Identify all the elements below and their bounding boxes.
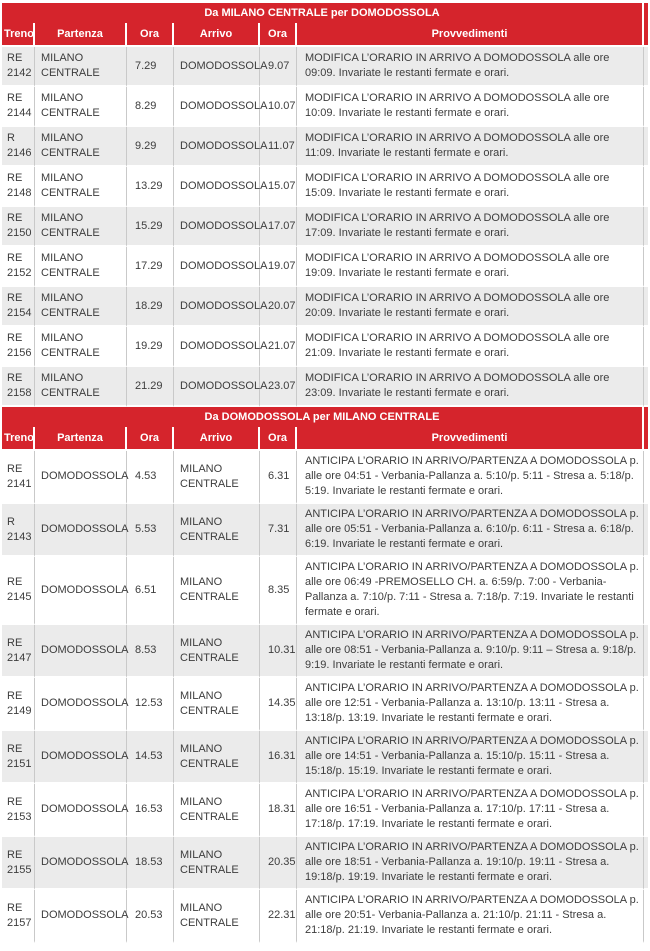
arrival-station-cell: MILANO CENTRALE [174, 504, 260, 557]
train-code-cell: RE 2145 [2, 557, 35, 625]
arrival-time-cell: 17.07 [260, 207, 297, 247]
column-header-ora-arrivo: Ora [260, 427, 297, 451]
train-code-cell: RE 2150 [2, 207, 35, 247]
train-row [2, 557, 648, 625]
cutoff-edge-cell [644, 625, 648, 678]
provisions-cell: MODIFICA L’ORARIO IN ARRIVO A DOMODOSSOLA alle ore 20:09. Invariate le restanti fermate e orari. [297, 287, 644, 327]
arrival-station-cell: MILANO CENTRALE [174, 837, 260, 890]
train-row [2, 451, 648, 504]
departure-station-cell: MILANO CENTRALE [35, 47, 127, 87]
arrival-time-cell: 21.07 [260, 327, 297, 367]
departure-time-cell: 6.51 [127, 557, 174, 625]
column-header-ora-partenza: Ora [127, 427, 174, 451]
train-row [2, 731, 648, 784]
departure-time-cell: 19.29 [127, 327, 174, 367]
provisions-cell: ANTICIPA L’ORARIO IN ARRIVO/PARTENZA A DOMODOSSOLA p. alle ore 04:51 - Verbania-Pallanza a. 5:10/p. 5:11 - Stresa a. 5:18/p. 5:19. Invariate le restanti fermate e orari. [297, 451, 644, 504]
train-code-cell: RE 2151 [2, 731, 35, 784]
cutoff-edge-cell [644, 247, 648, 287]
arrival-station-cell: MILANO CENTRALE [174, 731, 260, 784]
provisions-cell: MODIFICA L’ORARIO IN ARRIVO A DOMODOSSOLA alle ore 21:09. Invariate le restanti fermate e orari. [297, 327, 644, 367]
provisions-cell: MODIFICA L’ORARIO IN ARRIVO A DOMODOSSOLA alle ore 09:09. Invariate le restanti fermate e orari. [297, 47, 644, 87]
departure-station-cell: DOMODOSSOLA [35, 837, 127, 890]
cutoff-edge-cell [644, 837, 648, 890]
section-title-row [2, 407, 648, 427]
train-row [2, 890, 648, 943]
train-row [2, 247, 648, 287]
arrival-time-cell: 19.07 [260, 247, 297, 287]
departure-station-cell: MILANO CENTRALE [35, 287, 127, 327]
column-header-partenza: Partenza [35, 427, 127, 451]
departure-station-cell: DOMODOSSOLA [35, 678, 127, 731]
train-code-cell: R 2146 [2, 127, 35, 167]
column-header-ora-arrivo: Ora [260, 23, 297, 47]
column-header-provvedimenti: Provvedimenti [297, 427, 644, 451]
departure-station-cell: MILANO CENTRALE [35, 367, 127, 407]
arrival-station-cell: DOMODOSSOLA [174, 47, 260, 87]
cutoff-edge-cell [644, 47, 648, 87]
arrival-time-cell: 18.31 [260, 784, 297, 837]
arrival-station-cell: DOMODOSSOLA [174, 207, 260, 247]
arrival-station-cell: DOMODOSSOLA [174, 367, 260, 407]
column-header-provvedimenti: Provvedimenti [297, 23, 644, 47]
arrival-time-cell: 10.31 [260, 625, 297, 678]
provisions-cell: MODIFICA L’ORARIO IN ARRIVO A DOMODOSSOLA alle ore 23:09. Invariate le restanti fermate e orari. [297, 367, 644, 407]
cutoff-edge-cell [644, 167, 648, 207]
departure-time-cell: 21.29 [127, 367, 174, 407]
departure-time-cell: 14.53 [127, 731, 174, 784]
train-row [2, 287, 648, 327]
train-code-cell: RE 2149 [2, 678, 35, 731]
cutoff-edge-cell [644, 557, 648, 625]
train-code-cell: RE 2142 [2, 47, 35, 87]
arrival-time-cell: 15.07 [260, 167, 297, 207]
train-row [2, 504, 648, 557]
provisions-cell: MODIFICA L’ORARIO IN ARRIVO A DOMODOSSOLA alle ore 17:09. Invariate le restanti fermate e orari. [297, 207, 644, 247]
cutoff-edge-cell [644, 127, 648, 167]
arrival-time-cell: 10.07 [260, 87, 297, 127]
section-title-row [2, 3, 648, 23]
departure-station-cell: DOMODOSSOLA [35, 784, 127, 837]
column-header-ora-partenza: Ora [127, 23, 174, 47]
arrival-time-cell: 16.31 [260, 731, 297, 784]
arrival-station-cell: MILANO CENTRALE [174, 625, 260, 678]
departure-time-cell: 8.29 [127, 87, 174, 127]
cutoff-edge-cell [644, 207, 648, 247]
departure-station-cell: DOMODOSSOLA [35, 557, 127, 625]
departure-time-cell: 15.29 [127, 207, 174, 247]
section-title: Da MILANO CENTRALE per DOMODOSSOLA [2, 3, 644, 23]
train-code-cell: RE 2157 [2, 890, 35, 943]
train-row [2, 625, 648, 678]
arrival-station-cell: MILANO CENTRALE [174, 557, 260, 625]
departure-time-cell: 5.53 [127, 504, 174, 557]
arrival-station-cell: DOMODOSSOLA [174, 87, 260, 127]
column-header-treno: Treno [2, 23, 35, 47]
train-code-cell: RE 2154 [2, 287, 35, 327]
provisions-cell: ANTICIPA L’ORARIO IN ARRIVO/PARTENZA A DOMODOSSOLA p. alle ore 12:51 - Verbania-Pallanza a. 13:10/p. 13:11 - Stresa a. 13:18/p. 13:19. Invariate le restanti fermate e orari. [297, 678, 644, 731]
departure-time-cell: 17.29 [127, 247, 174, 287]
departure-time-cell: 20.53 [127, 890, 174, 943]
arrival-time-cell: 6.31 [260, 451, 297, 504]
arrival-time-cell: 7.31 [260, 504, 297, 557]
arrival-station-cell: MILANO CENTRALE [174, 451, 260, 504]
departure-station-cell: DOMODOSSOLA [35, 731, 127, 784]
provisions-cell: ANTICIPA L’ORARIO IN ARRIVO/PARTENZA A DOMODOSSOLA p. alle ore 20:51- Verbania-Pallanza a. 21:10/p. 21:11 - Stresa a. 21:18/p. 21:19. Invariate le restanti fermate e orari. [297, 890, 644, 943]
departure-station-cell: MILANO CENTRALE [35, 87, 127, 127]
departure-time-cell: 16.53 [127, 784, 174, 837]
train-schedule-table [2, 3, 648, 943]
column-header-partenza: Partenza [35, 23, 127, 47]
provisions-cell: MODIFICA L’ORARIO IN ARRIVO A DOMODOSSOLA alle ore 11:09. Invariate le restanti fermate e orari. [297, 127, 644, 167]
departure-station-cell: MILANO CENTRALE [35, 247, 127, 287]
train-row [2, 127, 648, 167]
provisions-cell: ANTICIPA L’ORARIO IN ARRIVO/PARTENZA A DOMODOSSOLA p. alle ore 18:51 - Verbania-Pallanza a. 19:10/p. 19:11 - Stresa a. 19:18/p. 19:19. Invariate le restanti fermate e orari. [297, 837, 644, 890]
train-code-cell: R 2143 [2, 504, 35, 557]
arrival-time-cell: 20.07 [260, 287, 297, 327]
departure-station-cell: DOMODOSSOLA [35, 451, 127, 504]
provisions-cell: ANTICIPA L’ORARIO IN ARRIVO/PARTENZA A DOMODOSSOLA p. alle ore 05:51 - Verbania-Pallanza a. 6:10/p. 6:11 - Stresa a. 6:18/p. 6:19. Invariate le restanti fermate e orari. [297, 504, 644, 557]
cutoff-edge-cell [644, 890, 648, 943]
provisions-cell: ANTICIPA L’ORARIO IN ARRIVO/PARTENZA A DOMODOSSOLA p. alle ore 06:49 -PREMOSELLO CH. a. 6:59/p. 7:00 - Verbania-Pallanza a. 7:10/p. 7:11 - Stresa a. 7:18/p. 7:19. Invariate le restanti fermate e orari. [297, 557, 644, 625]
departure-time-cell: 18.53 [127, 837, 174, 890]
departure-time-cell: 4.53 [127, 451, 174, 504]
cutoff-edge-cell [644, 367, 648, 407]
arrival-station-cell: MILANO CENTRALE [174, 784, 260, 837]
arrival-station-cell: MILANO CENTRALE [174, 890, 260, 943]
provisions-cell: ANTICIPA L’ORARIO IN ARRIVO/PARTENZA A DOMODOSSOLA p. alle ore 08:51 - Verbania-Pallanza a. 9:10/p. 9:11 – Stresa a. 9:18/p. 9:19. Invariate le restanti fermate e orari. [297, 625, 644, 678]
arrival-station-cell: DOMODOSSOLA [174, 127, 260, 167]
arrival-station-cell: DOMODOSSOLA [174, 287, 260, 327]
cutoff-edge-cell [644, 23, 648, 47]
cutoff-edge-cell [644, 427, 648, 451]
departure-station-cell: DOMODOSSOLA [35, 890, 127, 943]
departure-time-cell: 12.53 [127, 678, 174, 731]
column-header-treno: Treno [2, 427, 35, 451]
arrival-station-cell: DOMODOSSOLA [174, 247, 260, 287]
arrival-station-cell: MILANO CENTRALE [174, 678, 260, 731]
departure-time-cell: 7.29 [127, 47, 174, 87]
cutoff-edge-cell [644, 87, 648, 127]
departure-station-cell: DOMODOSSOLA [35, 625, 127, 678]
arrival-station-cell: DOMODOSSOLA [174, 167, 260, 207]
schedule-body [2, 3, 648, 943]
train-row [2, 167, 648, 207]
cutoff-edge-cell [644, 3, 648, 23]
train-code-cell: RE 2158 [2, 367, 35, 407]
provisions-cell: MODIFICA L’ORARIO IN ARRIVO A DOMODOSSOLA alle ore 10:09. Invariate le restanti fermate e orari. [297, 87, 644, 127]
train-code-cell: RE 2148 [2, 167, 35, 207]
column-header-row [2, 427, 648, 451]
departure-time-cell: 9.29 [127, 127, 174, 167]
train-row [2, 327, 648, 367]
train-code-cell: RE 2153 [2, 784, 35, 837]
cutoff-edge-cell [644, 504, 648, 557]
train-code-cell: RE 2141 [2, 451, 35, 504]
departure-station-cell: DOMODOSSOLA [35, 504, 127, 557]
train-code-cell: RE 2144 [2, 87, 35, 127]
column-header-arrivo: Arrivo [174, 427, 260, 451]
arrival-time-cell: 8.35 [260, 557, 297, 625]
provisions-cell: ANTICIPA L’ORARIO IN ARRIVO/PARTENZA A DOMODOSSOLA p. alle ore 14:51 - Verbania-Pallanza a. 15:10/p. 15:11 - Stresa a. 15:18/p. 15:19. Invariate le restanti fermate e orari. [297, 731, 644, 784]
departure-time-cell: 13.29 [127, 167, 174, 207]
cutoff-edge-cell [644, 784, 648, 837]
train-row [2, 678, 648, 731]
column-header-arrivo: Arrivo [174, 23, 260, 47]
arrival-time-cell: 11.07 [260, 127, 297, 167]
cutoff-edge-cell [644, 731, 648, 784]
train-code-cell: RE 2156 [2, 327, 35, 367]
provisions-cell: MODIFICA L’ORARIO IN ARRIVO A DOMODOSSOLA alle ore 19:09. Invariate le restanti fermate e orari. [297, 247, 644, 287]
cutoff-edge-cell [644, 451, 648, 504]
train-row [2, 784, 648, 837]
arrival-time-cell: 9.07 [260, 47, 297, 87]
arrival-time-cell: 20.35 [260, 837, 297, 890]
train-code-cell: RE 2147 [2, 625, 35, 678]
cutoff-edge-cell [644, 327, 648, 367]
arrival-time-cell: 23.07 [260, 367, 297, 407]
section-title: Da DOMODOSSOLA per MILANO CENTRALE [2, 407, 644, 427]
cutoff-edge-cell [644, 407, 648, 427]
departure-station-cell: MILANO CENTRALE [35, 127, 127, 167]
train-row [2, 367, 648, 407]
departure-station-cell: MILANO CENTRALE [35, 207, 127, 247]
provisions-cell: ANTICIPA L’ORARIO IN ARRIVO/PARTENZA A DOMODOSSOLA p. alle ore 16:51 - Verbania-Pallanza a. 17:10/p. 17:11 - Stresa a. 17:18/p. 17:19. Invariate le restanti fermate e orari. [297, 784, 644, 837]
train-code-cell: RE 2155 [2, 837, 35, 890]
departure-time-cell: 8.53 [127, 625, 174, 678]
column-header-row [2, 23, 648, 47]
train-row [2, 87, 648, 127]
arrival-station-cell: DOMODOSSOLA [174, 327, 260, 367]
departure-station-cell: MILANO CENTRALE [35, 327, 127, 367]
train-row [2, 837, 648, 890]
cutoff-edge-cell [644, 287, 648, 327]
train-row [2, 47, 648, 87]
departure-time-cell: 18.29 [127, 287, 174, 327]
arrival-time-cell: 14.35 [260, 678, 297, 731]
cutoff-edge-cell [644, 678, 648, 731]
provisions-cell: MODIFICA L’ORARIO IN ARRIVO A DOMODOSSOLA alle ore 15:09. Invariate le restanti fermate e orari. [297, 167, 644, 207]
train-row [2, 207, 648, 247]
arrival-time-cell: 22.31 [260, 890, 297, 943]
train-code-cell: RE 2152 [2, 247, 35, 287]
departure-station-cell: MILANO CENTRALE [35, 167, 127, 207]
